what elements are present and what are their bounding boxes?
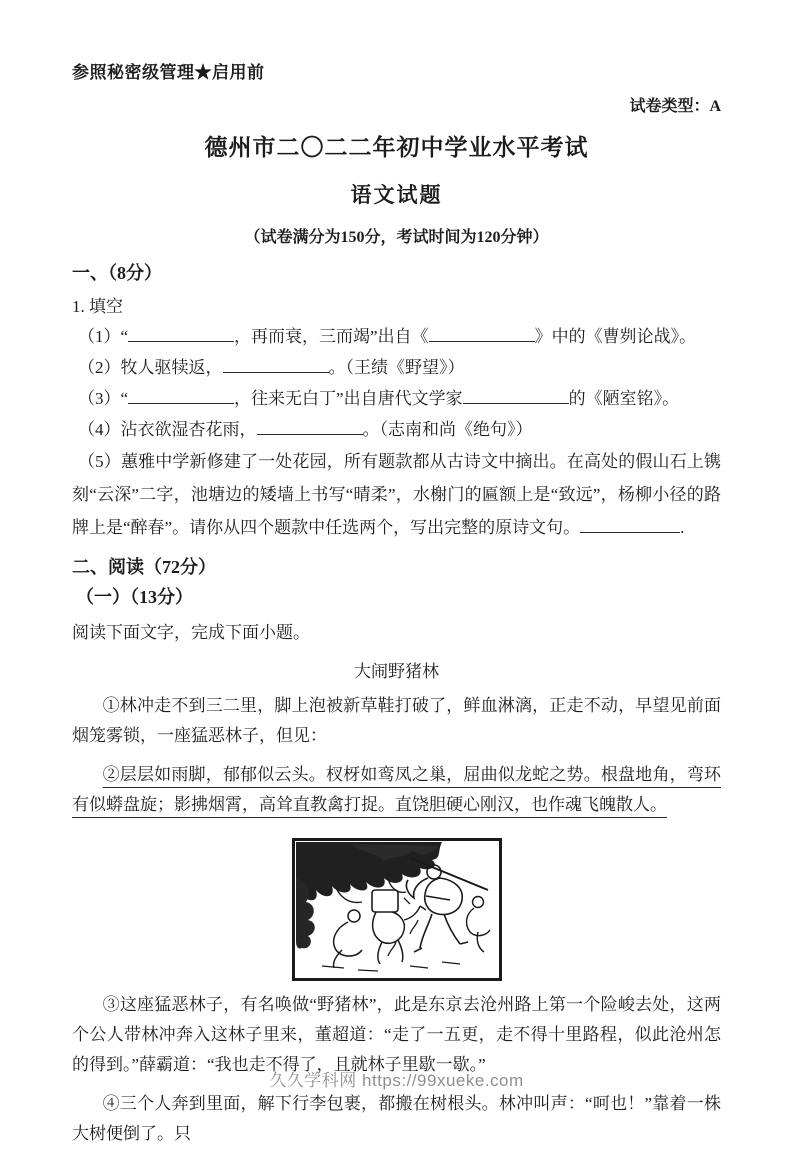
blank-line [128,390,234,404]
passage-title: 大闹野猪林 [354,662,439,681]
exam-type-label: 试卷类型：A [629,98,721,115]
question-1-label: 1. 填空 [72,297,123,316]
fill-item-1-text-b: ，再而衰，三而竭”出自《 [234,327,429,346]
fill-item-1-text-a: （1）“ [78,327,129,346]
fill-in-items [72,321,721,544]
reading-instruction: 阅读下面文字，完成下面小题。 [72,623,310,642]
fill-item-1 [72,321,721,352]
passage-paragraph-2-underlined: ②层层如雨脚，郁郁似云头。杈枒如鸾凤之巢，屈曲似龙蛇之势。根盘地角，弯环有似蟒盘旋；影拂烟霄，高耸直教禽打捉。直饶胆硬心刚汉，也作魂飞魄散人。 [72,765,721,814]
blank-line [128,328,234,342]
blank-line [580,519,680,533]
passage-paragraph-1: ①林冲走不到三二里，脚上泡被新草鞋打破了，鲜血淋漓，正走不动，早望见前面烟笼雾锁，一座猛恶林子，但见： [72,696,721,745]
exam-info-line: （试卷满分为150分，考试时间为120分钟） [244,229,549,246]
subsection-one-heading: （一）（13分） [76,587,193,607]
fill-item-3-text-c: 的《陋室铭》。 [568,389,680,408]
passage-paragraph-4: ④三个人奔到里面，解下行李包裹，都搬在树根头。林冲叫声：“呵也！”靠着一株大树便倒了。只 [72,1094,721,1143]
fill-item-4-text-a: （4）沾衣欲湿杏花雨， [78,420,257,439]
fill-item-3-text-b: ，往来无白丁”出自唐代文学家 [234,389,463,408]
fill-item-5 [72,445,721,544]
fill-item-4 [72,414,721,445]
security-notice: 参照秘密级管理★启用前 [72,63,265,82]
exam-subtitle: 语文试题 [350,183,443,207]
fill-item-2-text-b: 。（王绩《野望》） [328,358,465,377]
fill-item-5-text-a: （5）蕙雅中学新修建了一处花园，所有题款都从古诗文中摘出。在高处的假山石上镌刻“云深”二字，池塘边的矮墙上书写“晴柔”，水榭门的匾额上是“致远”，杨柳小径的路牌上是“醉春”。请你从四个题款中任选两个，写出完整的原诗文句。 [72,452,721,537]
fill-item-3 [72,383,721,414]
fill-item-3-text-a: （3）“ [78,389,129,408]
blank-line [257,421,363,435]
woodcut-illustration-wild-boar-forest [292,838,502,981]
passage-figure [72,838,721,981]
fill-item-4-text-b: 。（志南和尚《绝句》） [362,420,533,439]
section-one-heading: 一、（8分） [72,263,162,283]
section-two-heading: 二、阅读（72分） [72,557,216,577]
passage-paragraph-3: ③这座猛恶林子，有名唤做“野猪林”，此是东京去沧州路上第一个险峻去处，这两个公人带林冲奔入这林子里来，董超道：“走了一五更，走不得十里路程，似此沧州怎的得到。”薛霸道：“我也走不得了，且就林子里歇一歇。” [72,995,721,1074]
fill-item-2 [72,352,721,383]
exam-title: 德州市二〇二二年初中学业水平考试 [204,135,589,160]
blank-line [429,328,535,342]
blank-line [463,390,569,404]
fill-item-1-text-c: 》中的《曹刿论战》。 [534,327,697,346]
blank-line [223,359,329,373]
fill-item-5-text-b: . [680,518,685,537]
fill-item-2-text-a: （2）牧人驱犊返， [78,358,223,377]
watermark-text: 久久学科网 https://99xueke.com [269,1071,524,1090]
